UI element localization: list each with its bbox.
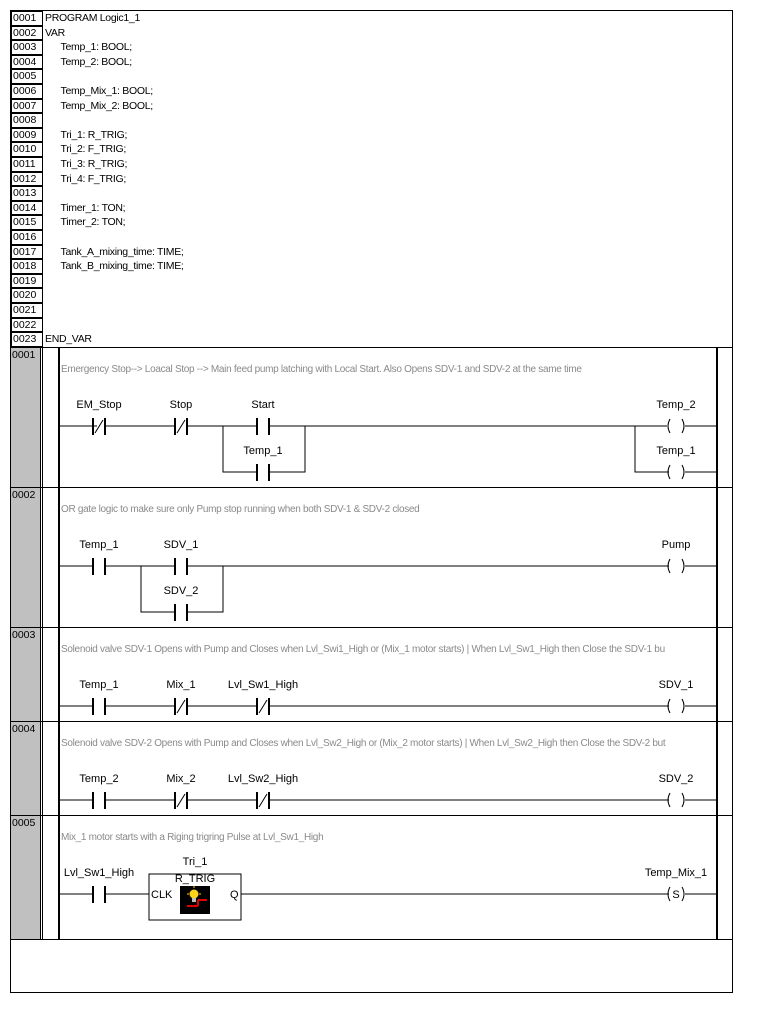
set-coil-temp-mix-1[interactable]	[645, 867, 707, 901]
rung-diagram	[11, 816, 733, 940]
contact-label: EM_Stop	[76, 399, 122, 411]
left-power-rail-gap	[42, 347, 43, 939]
line-number: 0020	[11, 288, 43, 303]
decl-line[interactable]	[11, 215, 733, 230]
contact-label: Temp_1	[79, 539, 119, 551]
contact-label: Lvl_Sw1_High	[63, 867, 135, 879]
coil-temp-2[interactable]	[656, 399, 695, 433]
contact-nc-mix-2[interactable]	[166, 773, 195, 809]
decl-line[interactable]	[11, 245, 733, 260]
decl-code[interactable]: Tank_A_mixing_time: TIME;	[45, 245, 184, 258]
decl-line[interactable]	[11, 113, 733, 128]
decl-code[interactable]: Tri_4: F_TRIG;	[45, 172, 126, 185]
decl-code[interactable]: Temp_1: BOOL;	[45, 41, 132, 54]
contact-label: SDV_1	[163, 539, 199, 551]
contact-nc-stop[interactable]	[170, 399, 193, 435]
coil-label: SDV_2	[658, 773, 694, 785]
line-number: 0014	[11, 201, 43, 216]
coil-label: Pump	[661, 539, 691, 551]
rung-0002[interactable]	[11, 487, 733, 628]
decl-code[interactable]: Temp_Mix_2: BOOL;	[45, 99, 153, 112]
decl-line[interactable]	[11, 11, 733, 26]
decl-code[interactable]: END_VAR	[45, 333, 92, 346]
decl-code[interactable]: PROGRAM Logic1_1	[45, 12, 140, 24]
contact-label: Mix_2	[166, 773, 196, 785]
line-number: 0018	[11, 259, 43, 274]
decl-line[interactable]	[11, 55, 733, 70]
decl-code[interactable]: Temp_Mix_1: BOOL;	[45, 85, 153, 97]
rung-number: 0003	[12, 629, 36, 641]
contact-no-temp-1[interactable]	[79, 679, 118, 715]
decl-code[interactable]: Tri_2: F_TRIG;	[45, 143, 126, 156]
contact-no-sdv-2[interactable]	[164, 585, 199, 621]
line-number: 0023	[11, 332, 43, 347]
contact-no-start[interactable]	[251, 399, 274, 435]
decl-line[interactable]	[11, 186, 733, 201]
line-number: 0006	[11, 84, 43, 99]
line-number: 0016	[11, 230, 43, 245]
decl-line[interactable]	[11, 332, 733, 347]
coil-label: Temp_2	[656, 399, 696, 411]
rung-diagram	[11, 628, 733, 722]
decl-line[interactable]	[11, 318, 733, 333]
line-number: 0019	[11, 274, 43, 289]
decl-line[interactable]	[11, 259, 733, 274]
right-power-rail	[716, 347, 718, 939]
contact-no-lvl-sw1-high[interactable]	[64, 867, 134, 903]
decl-line[interactable]	[11, 84, 733, 99]
decl-code[interactable]: Timer_1: TON;	[45, 201, 126, 214]
decl-line[interactable]	[11, 201, 733, 216]
rung-diagram	[11, 348, 733, 488]
coil-label: Temp_1	[656, 445, 696, 457]
contact-nc-lvl-sw2-high[interactable]	[228, 773, 298, 809]
decl-line[interactable]	[11, 172, 733, 187]
plc-editor-window	[10, 10, 733, 993]
line-number: 0009	[11, 128, 43, 143]
rung-number: 0001	[12, 349, 36, 361]
contact-label: Temp_1	[79, 679, 119, 691]
rung-number: 0004	[12, 723, 36, 735]
coil-sdv-1[interactable]	[659, 679, 694, 713]
rung-comment[interactable]: Mix_1 motor starts with a Riging trigring Pulse at Lvl_Sw1_High	[61, 832, 324, 843]
lightbulb-icon	[180, 886, 210, 914]
decl-line[interactable]	[11, 128, 733, 143]
decl-line[interactable]	[11, 274, 733, 289]
contact-label: Lvl_Sw2_High	[227, 773, 299, 785]
contact-nc-lvl-sw1-high[interactable]	[228, 679, 298, 715]
decl-code[interactable]: Timer_2: TON;	[45, 216, 126, 229]
contact-label: Temp_2	[79, 773, 119, 785]
function-block-r-trig[interactable]	[149, 856, 241, 920]
contact-no-sdv-1[interactable]	[164, 539, 199, 575]
line-number: 0010	[11, 142, 43, 157]
rung-number: 0002	[12, 489, 36, 501]
decl-line[interactable]	[11, 288, 733, 303]
line-number: 0001	[11, 11, 43, 26]
ladder-bottom-border	[11, 939, 733, 940]
line-number: 0005	[11, 69, 43, 84]
decl-code[interactable]: Tri_1: R_TRIG;	[45, 128, 128, 141]
contact-no-temp-2[interactable]	[79, 773, 118, 809]
rung-comment[interactable]: Emergency Stop--> Loacal Stop --> Main feed pump latching with Local Start. Also Opens SDV-1 and SDV-2 at the same time	[61, 364, 582, 375]
fb-input-clk: CLK	[151, 889, 173, 901]
contact-label: Temp_1	[243, 445, 283, 457]
coil-label: SDV_1	[658, 679, 694, 691]
coil-label: Temp_Mix_1	[644, 867, 708, 879]
decl-line[interactable]	[11, 157, 733, 172]
line-number: 0022	[11, 318, 43, 333]
decl-line[interactable]	[11, 303, 733, 318]
decl-line[interactable]	[11, 40, 733, 55]
line-number: 0003	[11, 40, 43, 55]
left-power-rail	[58, 347, 60, 939]
rung-comment[interactable]: Solenoid valve SDV-1 Opens with Pump and Closes when Lvl_Swi1_High or (Mix_1 motor starts) | When Lvl_Sw1_High then Close the SDV-1 bu	[61, 644, 665, 655]
rung-0001[interactable]	[11, 347, 733, 488]
fb-instance-name: Tri_1	[182, 856, 208, 868]
line-number: 0002	[11, 26, 43, 41]
rung-0005[interactable]	[11, 815, 733, 940]
contact-label: SDV_2	[163, 585, 199, 597]
coil-type-set: S	[672, 889, 680, 901]
decl-code[interactable]: Temp_2: BOOL;	[45, 55, 132, 68]
contact-nc-em-stop[interactable]	[76, 399, 121, 435]
rung-0004[interactable]	[11, 721, 733, 816]
line-number: 0008	[11, 113, 43, 128]
decl-line[interactable]	[11, 26, 733, 41]
decl-line[interactable]	[11, 69, 733, 84]
rung-0003[interactable]	[11, 627, 733, 722]
decl-code[interactable]: VAR	[45, 26, 65, 39]
decl-line[interactable]	[11, 142, 733, 157]
line-number: 0021	[11, 303, 43, 318]
rung-comment[interactable]: OR gate logic to make sure only Pump stop running when both SDV-1 & SDV-2 closed	[61, 504, 420, 515]
contact-no-temp-1[interactable]	[79, 539, 118, 575]
contact-label: Mix_1	[166, 679, 196, 691]
line-number: 0015	[11, 215, 43, 230]
contact-label: Stop	[169, 399, 193, 411]
line-number: 0011	[11, 157, 43, 172]
rung-comment[interactable]: Solenoid valve SDV-2 Opens with Pump and Closes when Lvl_Sw2_High or (Mix_2 motor starts) | When Lvl_Sw2_High then Close the SDV-2 but	[61, 738, 666, 749]
fb-type-name: R_TRIG	[174, 873, 216, 885]
contact-label: Start	[251, 399, 275, 411]
rung-diagram	[11, 722, 733, 816]
line-number: 0007	[11, 99, 43, 114]
coil-pump[interactable]	[662, 539, 691, 573]
decl-code[interactable]: Tank_B_mixing_time: TIME;	[45, 260, 184, 273]
line-number: 0004	[11, 55, 43, 70]
rung-number: 0005	[12, 817, 36, 829]
line-number: 0013	[11, 186, 43, 201]
coil-temp-1[interactable]	[656, 445, 695, 479]
line-number: 0017	[11, 245, 43, 260]
contact-label: Lvl_Sw1_High	[227, 679, 299, 691]
coil-sdv-2[interactable]	[659, 773, 694, 807]
rung-diagram	[11, 488, 733, 628]
decl-line[interactable]	[11, 99, 733, 114]
decl-line[interactable]	[11, 230, 733, 245]
fb-output-q: Q	[230, 889, 239, 901]
decl-code[interactable]: Tri_3: R_TRIG;	[45, 158, 128, 170]
contact-nc-mix-1[interactable]	[166, 679, 195, 715]
contact-no-temp-1[interactable]	[243, 445, 282, 481]
line-number: 0012	[11, 172, 43, 187]
